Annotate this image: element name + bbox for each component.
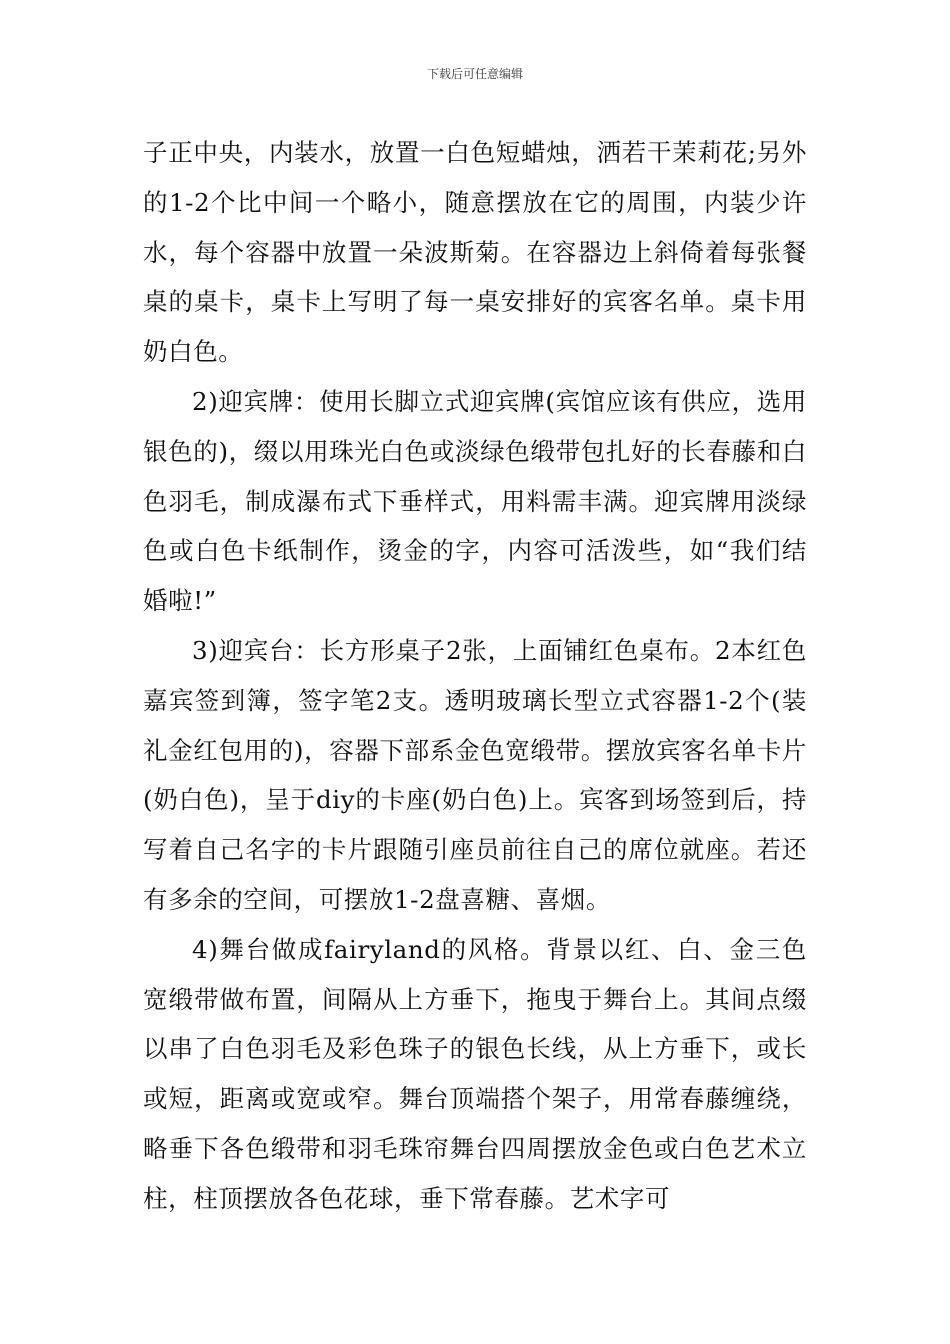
paragraph-welcome-desk: 3)迎宾台：长方形桌子2张，上面铺红色桌布。2本红色嘉宾签到簿，签字笔2支。透明玻璃长型立式容器1-2个(装礼金红包用的)，容器下部系金色宽缎带。摆放宾客名单卡片(奶白色)，呈于diy的卡座(奶白色)上。宾客到场签到后，持写着自己名字的卡片跟随引座员前往自己的席位就座。若还有多余的空间，可摆放1-2盘喜糖、喜烟。 [143,635,807,914]
page-header: 下载后可任意编辑 [426,67,523,81]
paragraph-welcome-sign: 2)迎宾牌：使用长脚立式迎宾牌(宾馆应该有供应，选用银色的)，缀以用珠光白色或淡绿色缎带包扎好的长春藤和白色羽毛，制成瀑布式下垂样式，用料需丰满。迎宾牌用淡绿色或白色卡纸制作，烫金的字，内容可活泼些，如“我们结婚啦!” [143,386,807,616]
paragraph-continued: 子正中央，内装水，放置一白色短蜡烛，洒若干茉莉花;另外的1-2个比中间一个略小，随意摆放在它的周围，内装少许水，每个容器中放置一朵波斯菊。在容器边上斜倚着每张餐桌的桌卡，桌卡上写明了每一桌安排好的宾客名单。桌卡用奶白色。 [143,138,807,367]
document-body [143,128,807,1224]
paragraph-stage: 4)舞台做成fairyland的风格。背景以红、白、金三色宽缎带做布置，间隔从上方垂下，拖曳于舞台上。其间点缀以串了白色羽毛及彩色珠子的银色长线，从上方垂下，或长或短，距离或宽或窄。舞台顶端搭个架子，用常春藤缠绕，略垂下各色缎带和羽毛珠帘舞台四周摆放金色或白色艺术立柱，柱顶摆放各色花球，垂下常春藤。艺术字可 [143,934,807,1213]
